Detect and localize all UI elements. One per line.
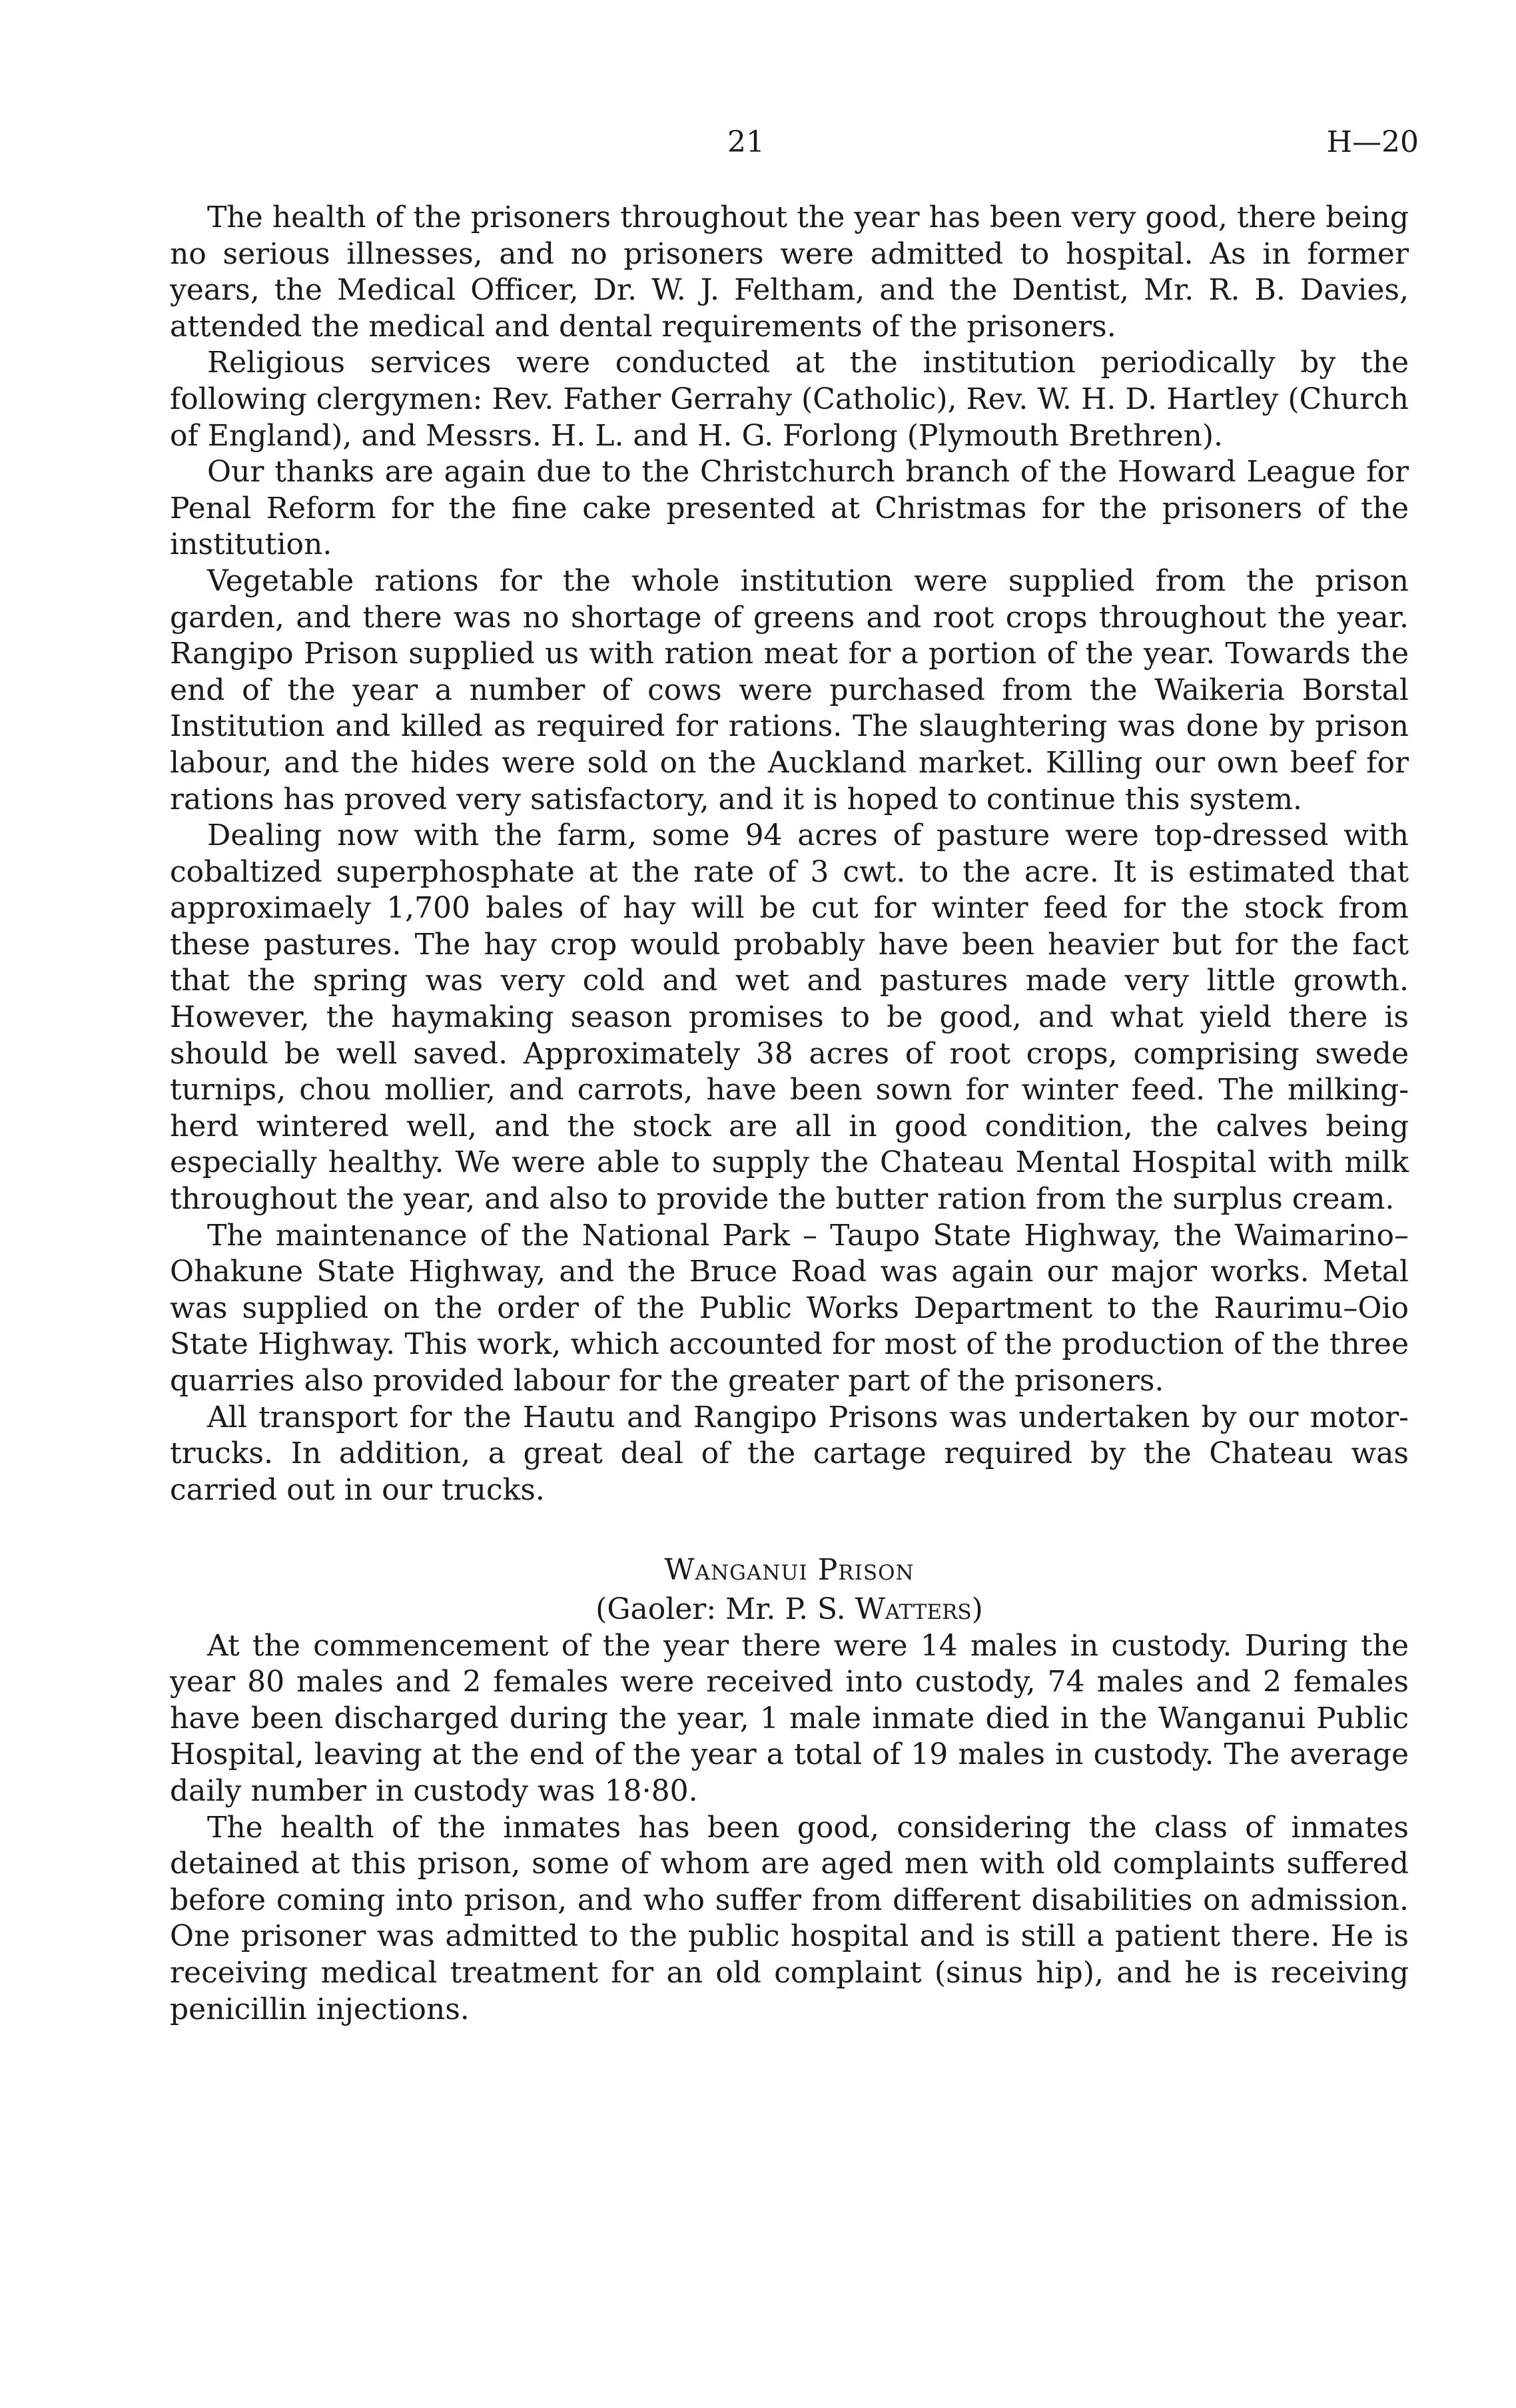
document-reference: H—20 [1326,125,1419,159]
page-header [167,125,1419,172]
subheading-prefix: (Gaoler: Mr. P. S. [595,1592,855,1626]
paragraph-vegetable-rations: Vegetable rations for the whole institution were supplied from the prison garden, and there was no shortage of greens and root crops throughout the year. Rangipo Prison supplied us with ration meat for a portion of the year. Towards the end of the year a number of cows were purchased from the Waikeria Borstal Institution and killed as required for rations. The slaughtering was done by prison labour, and the hides were sold on the Auckland market. Killing our own beef for rations has proved very satisfactory, and it is hoped to continue this system. [170,563,1409,816]
paragraph-maintenance-works: The maintenance of the National Park – Taupo State Highway, the Waimarino–Ohakune State Highway, and the Bruce Road was again our major works. Metal was supplied on the order of the Public Works Department to the Raurimu–Oio State Highway. This work, which accounted for most of the production of the three quarries also provided labour for the greater part of the prisoners. [170,1218,1409,1398]
paragraph-transport: All transport for the Hautu and Rangipo Prisons was undertaken by our motor-trucks. In addition, a great deal of the cartage required by the Chateau was carried out in our trucks. [170,1400,1409,1507]
page-number: 21 [727,125,765,159]
paragraph-farm: Dealing now with the farm, some 94 acres of pasture were top-dressed with cobaltized superphosphate at the rate of 3 cwt. to the acre. It is estimated that approximaely 1,700 bales of hay will be cut for winter feed for the stock from these pastures. The hay crop would probably have been heavier but for the fact that the spring was very cold and wet and pastures made very little growth. However, the haymaking season promises to be good, and what yield there is should be well saved. Approximately 38 acres of root crops, comprising swede turnips, chou mollier, and carrots, have been sown for winter feed. The milking-herd wintered well, and the stock are all in good condition, the calves being especially healthy. We were able to supply the Chateau Mental Hospital with milk throughout the year, and also to provide the butter ration from the surplus cream. [170,818,1409,1217]
paragraph-custody-numbers: At the commencement of the year there were 14 males in custody. During the year 80 males and 2 females were received into custody, 74 males and 2 females have been discharged during the year, 1 male inmate died in the Wanganui Public Hospital, leaving at the end of the year a total of 19 males in custody. The average daily number in custody was 18·80. [170,1628,1409,1808]
subheading-suffix: ) [971,1592,983,1626]
paragraph-inmate-health: The health of the inmates has been good, considering the class of inmates detained at this prison, some of whom are aged men with old complaints suffered before coming into prison, and who suffer from different disabilities on admission. One prisoner was admitted to the public hospital and is still a patient there. He is receiving medical treatment for an old complaint (sinus hip), and he is receiving penicillin injections. [170,1810,1409,2026]
section-subheading [170,1592,1409,1628]
gaoler-name: Watters [855,1592,972,1626]
body-text [170,200,1409,2028]
section-heading: Wanganui Prison [664,1553,915,1588]
paragraph-prisoner-health: The health of the prisoners throughout the year has been very good, there being no serious illnesses, and no prisoners were admitted to hospital. As in former years, the Medical Officer, Dr. W. J. Feltham, and the Dentist, Mr. R. B. Davies, attended the medical and dental requirements of the prisoners. [170,200,1409,344]
paragraph-religious-services: Religious services were conducted at the institution periodically by the following clergymen: Rev. Father Gerrahy (Catholic), Rev. W. H. D. Hartley (Church of England), and Messrs. H. L. and H. G. Forlong (Plymouth Brethren). [170,346,1409,453]
paragraph-thanks: Our thanks are again due to the Christchurch branch of the Howard League for Penal Reform for the fine cake presented at Christmas for the prisoners of the institution. [170,455,1409,562]
